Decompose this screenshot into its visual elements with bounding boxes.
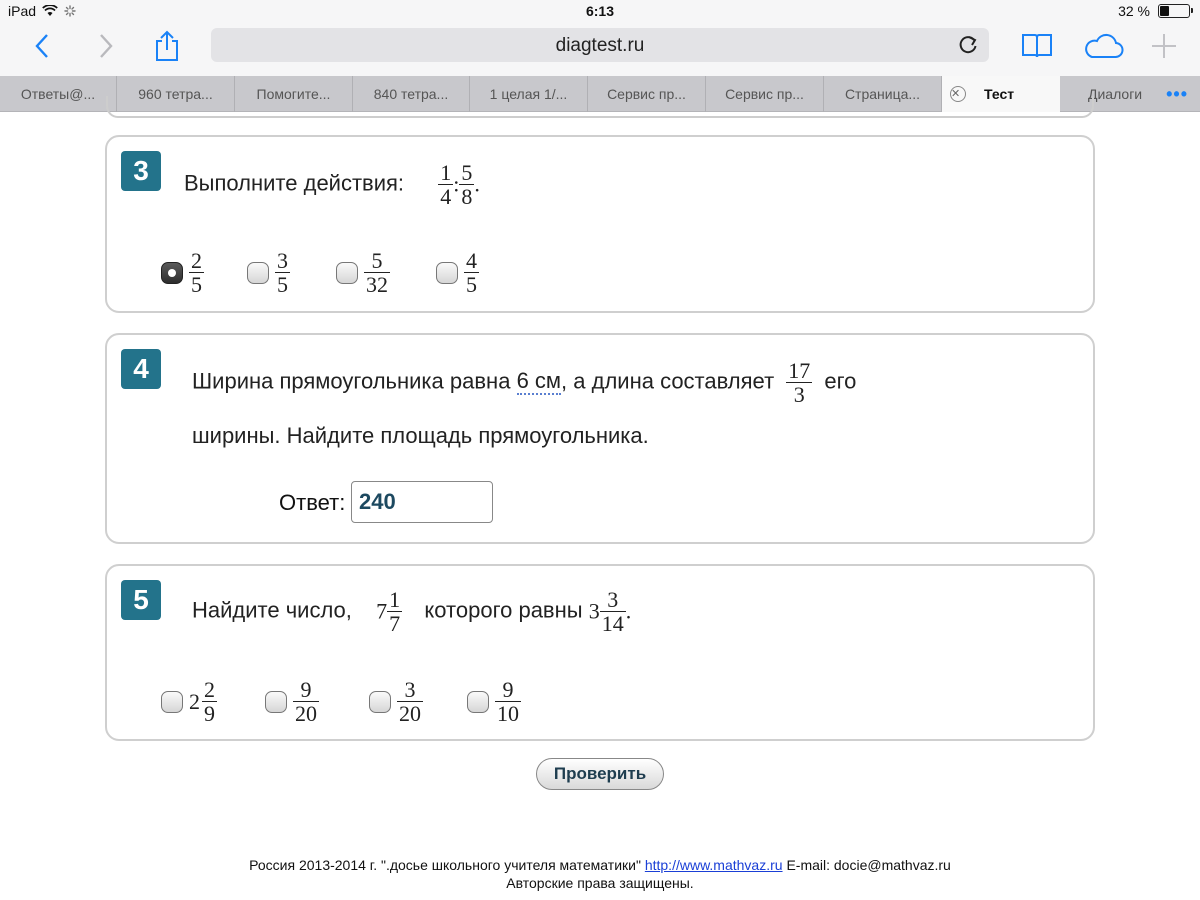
tab-label: Диалоги	[1088, 86, 1143, 102]
battery-fill	[1160, 6, 1169, 16]
numerator: 9	[293, 678, 319, 702]
tab-label: Тест	[984, 86, 1015, 102]
bookmarks-button[interactable]	[1020, 30, 1054, 62]
radio-button[interactable]	[436, 262, 458, 284]
denominator: 10	[497, 701, 519, 727]
radio-button[interactable]	[369, 691, 391, 713]
tab-1[interactable]	[0, 76, 117, 112]
fraction	[600, 588, 626, 635]
fraction	[275, 249, 290, 296]
numerator: 1	[440, 160, 452, 185]
question-prompt: Выполните действия:	[184, 170, 405, 196]
fraction	[364, 249, 390, 296]
denominator: 5	[277, 272, 288, 298]
reload-icon[interactable]	[957, 34, 979, 56]
tab-label: 960 тетра...	[138, 86, 213, 102]
footer-copyright: Авторские права защищены.	[506, 875, 694, 891]
denominator: 5	[466, 272, 477, 298]
tab-label: 1 целая 1/...	[489, 86, 568, 102]
question-number: 3	[121, 151, 161, 191]
question-card-3	[105, 135, 1095, 313]
numerator: 9	[495, 678, 521, 702]
fraction	[397, 678, 423, 725]
answer-option[interactable]	[436, 249, 479, 296]
denominator: 32	[366, 272, 388, 298]
tab-label: Сервис пр...	[725, 86, 804, 102]
fraction	[464, 249, 479, 296]
radio-button[interactable]	[161, 691, 183, 713]
question-prompt-cont: , а длина составляет	[561, 368, 775, 394]
footer-email: E-mail: docie@mathvaz.ru	[786, 857, 951, 873]
period: .	[625, 598, 632, 624]
tab-label: Сервис пр...	[607, 86, 686, 102]
footer-text: Россия 2013-2014 г. ".досье школьного учителя математики"	[249, 857, 641, 873]
denominator: 14	[601, 611, 624, 637]
new-tab-button[interactable]	[1150, 30, 1178, 62]
answer-label: Ответ:	[279, 490, 346, 515]
numerator: 3	[277, 248, 288, 273]
question-prompt: Найдите число,	[192, 597, 352, 623]
answer-option[interactable]	[265, 678, 319, 725]
check-button[interactable]: Проверить	[536, 758, 664, 790]
footer-link[interactable]: http://www.mathvaz.ru	[644, 857, 783, 873]
answer-input[interactable]	[351, 481, 493, 523]
numerator: 5	[461, 160, 473, 185]
chevron-right-icon	[98, 33, 114, 59]
answer-option[interactable]	[336, 249, 390, 296]
whole-part: 3	[588, 598, 600, 624]
plus-icon	[1151, 33, 1177, 59]
numerator: 17	[788, 358, 811, 383]
fraction	[438, 161, 453, 208]
address-bar[interactable]	[211, 28, 989, 62]
battery-percent: 32 %	[1118, 3, 1150, 19]
browser-toolbar	[0, 24, 1200, 76]
numerator: 3	[397, 678, 423, 702]
status-bar	[0, 0, 1200, 24]
more-tabs-icon[interactable]: •••	[1166, 84, 1188, 104]
icloud-tabs-button[interactable]	[1081, 30, 1125, 62]
denominator: 8	[461, 184, 473, 210]
question-prompt-end: его	[824, 368, 857, 394]
tab-label: Ответы@...	[20, 86, 96, 102]
question-text	[192, 588, 631, 635]
width-value: 6 см	[516, 368, 562, 394]
status-right	[1118, 3, 1190, 19]
whole-part: 2	[189, 688, 200, 714]
answer-option[interactable]	[161, 678, 217, 725]
fraction	[387, 588, 402, 635]
fraction	[293, 678, 319, 725]
answer-option[interactable]	[467, 678, 521, 725]
fraction	[786, 359, 812, 406]
question-number: 5	[121, 580, 161, 620]
back-button[interactable]	[28, 30, 56, 62]
question-card-4	[105, 333, 1095, 544]
device-name: iPad	[8, 3, 37, 19]
fraction	[189, 249, 204, 296]
share-button[interactable]	[152, 30, 182, 62]
radio-button[interactable]	[265, 691, 287, 713]
cloud-icon	[1082, 33, 1124, 59]
answer-option[interactable]	[161, 249, 204, 296]
denominator: 7	[389, 611, 401, 637]
chevron-left-icon	[34, 33, 50, 59]
book-icon	[1021, 33, 1053, 59]
previous-question-card	[106, 96, 1094, 118]
question-prompt-cont: которого равны	[424, 597, 583, 623]
url-text: diagtest.ru	[555, 35, 645, 56]
footer-line-1	[0, 856, 1200, 874]
period: .	[474, 171, 480, 197]
denominator: 4	[440, 184, 452, 210]
denominator: 9	[204, 701, 215, 727]
close-tab-icon[interactable]: ✕	[950, 86, 966, 102]
question-card-5	[105, 564, 1095, 741]
numerator: 5	[364, 249, 390, 273]
radio-button[interactable]	[247, 262, 269, 284]
numerator: 4	[466, 248, 477, 273]
question-text	[184, 161, 480, 208]
question-text-line2: ширины. Найдите площадь прямоугольника.	[192, 423, 649, 448]
denominator: 20	[399, 701, 421, 727]
question-number: 4	[121, 349, 161, 389]
tab-label: 840 тетра...	[373, 86, 449, 102]
footer	[0, 856, 1200, 892]
battery-icon	[1158, 4, 1190, 18]
share-icon	[154, 30, 180, 62]
operator: :	[453, 171, 460, 197]
numerator: 2	[204, 677, 215, 702]
denominator: 3	[793, 382, 805, 408]
question-text	[192, 359, 856, 406]
numerator: 1	[389, 587, 401, 612]
answer-option[interactable]	[369, 678, 423, 725]
whole-part: 7	[376, 598, 388, 624]
radio-button[interactable]	[336, 262, 358, 284]
tab-label: Помогите...	[256, 86, 331, 102]
numerator: 3	[600, 588, 626, 612]
radio-button[interactable]	[467, 691, 489, 713]
tab-label: Страница...	[844, 86, 921, 102]
fraction	[202, 678, 217, 725]
fraction	[495, 678, 521, 725]
numerator: 2	[191, 248, 202, 273]
answer-option[interactable]	[247, 249, 290, 296]
fraction	[459, 161, 474, 208]
forward-button[interactable]	[92, 30, 120, 62]
denominator: 20	[295, 701, 317, 727]
denominator: 5	[191, 272, 202, 298]
radio-button-selected[interactable]	[161, 262, 183, 284]
clock: 6:13	[585, 3, 615, 19]
question-prompt: Ширина прямоугольника равна	[192, 368, 511, 394]
